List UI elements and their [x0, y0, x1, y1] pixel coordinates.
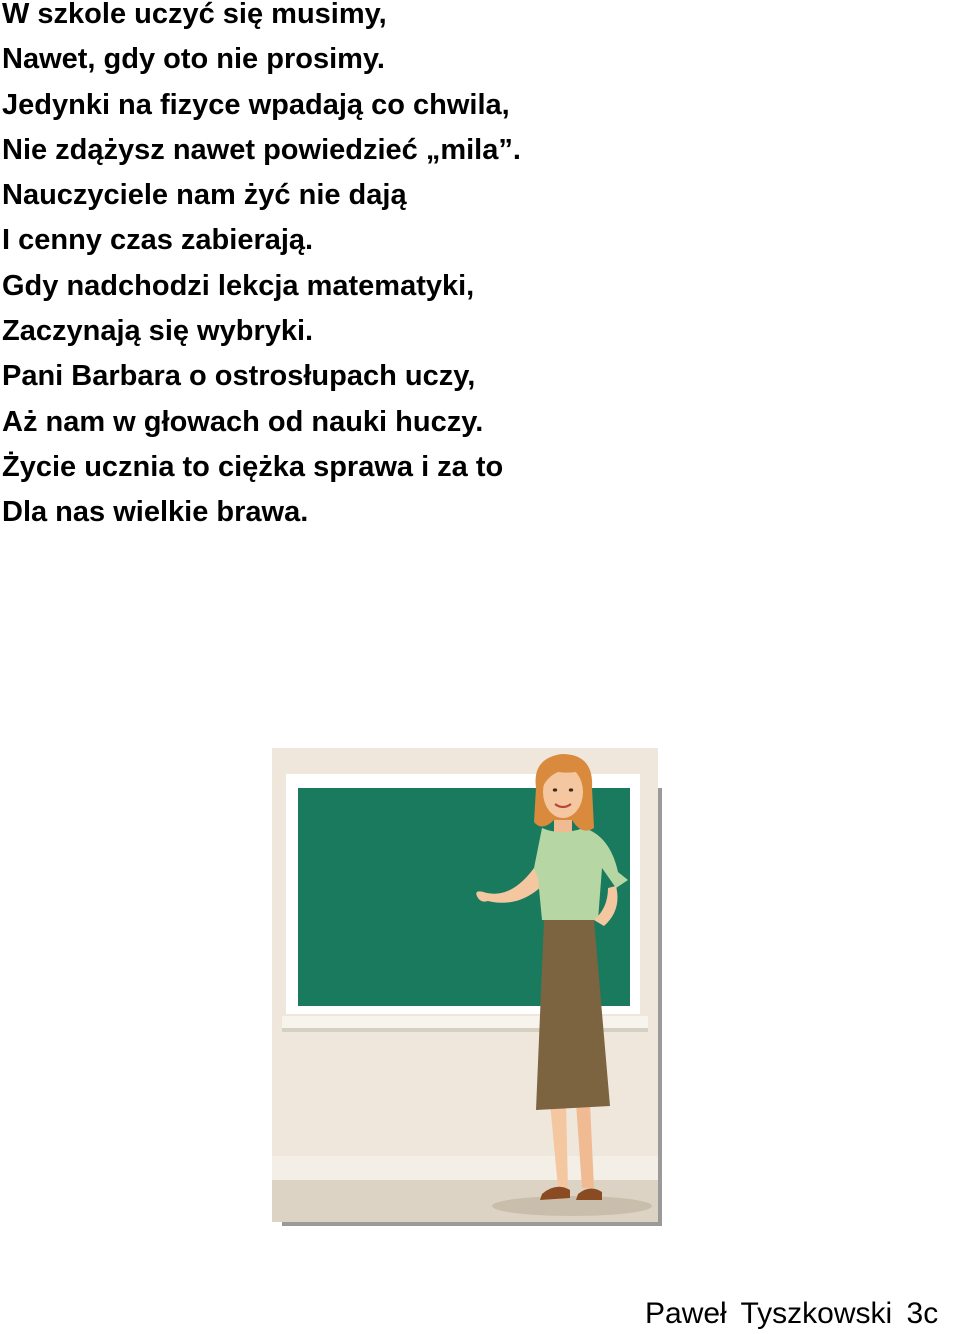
poem-line: Nie zdążysz nawet powiedzieć „mila”.: [2, 133, 521, 166]
poem-line: Gdy nadchodzi lekcja matematyki,: [2, 269, 475, 302]
poem-line: Dla nas wielkie brawa.: [2, 496, 309, 529]
poem-line: W szkole uczyć się musimy,: [2, 0, 387, 30]
teacher-illustration: [272, 748, 662, 1226]
poem-line: Zaczynają się wybryki.: [2, 315, 314, 348]
poem-line: Nauczyciele nam żyć nie dają: [2, 179, 407, 212]
author-signature: Paweł Tyszkowski 3c: [645, 1297, 939, 1330]
poem-line: Jedynki na fizyce wpadają co chwila,: [2, 88, 510, 121]
poem-line: Nawet, gdy oto nie prosimy.: [2, 43, 385, 76]
poem-line: Życie ucznia to ciężka sprawa i za to: [2, 450, 504, 483]
poem-line: Pani Barbara o ostrosłupach uczy,: [2, 360, 476, 393]
poem: [2, 0, 521, 544]
teacher-at-blackboard-image: [272, 748, 662, 1226]
poem-line: Aż nam w głowach od nauki huczy.: [2, 405, 484, 438]
poem-line: I cenny czas zabierają.: [2, 224, 314, 257]
